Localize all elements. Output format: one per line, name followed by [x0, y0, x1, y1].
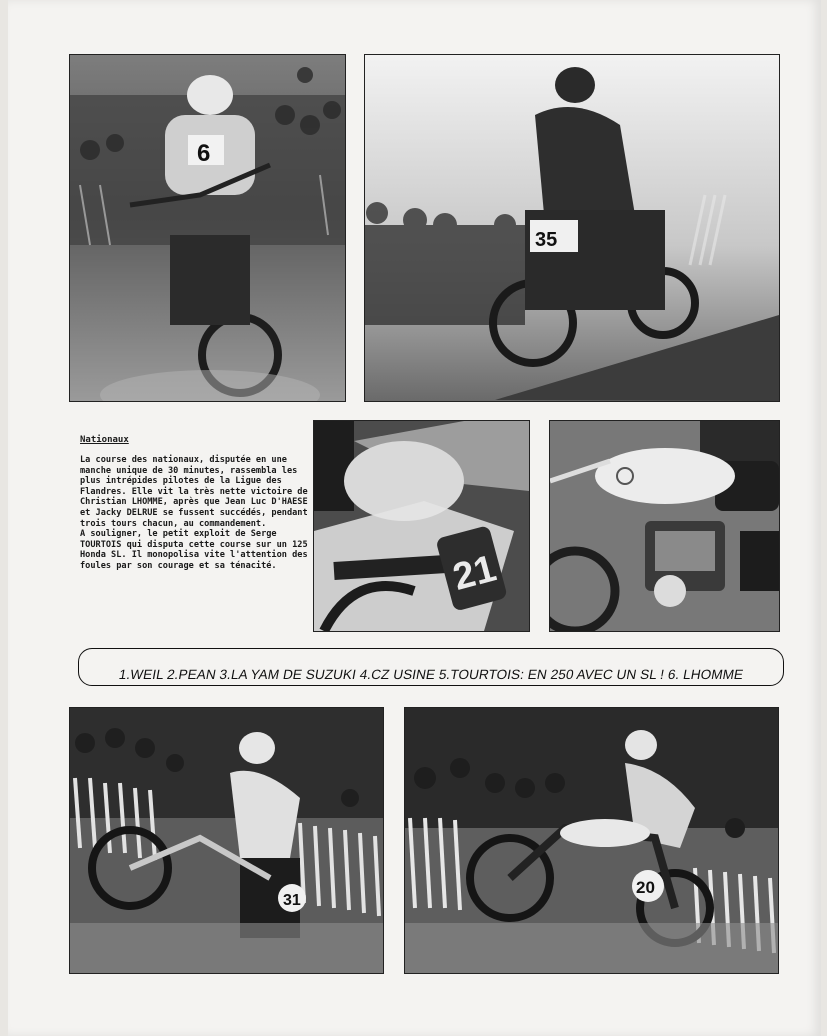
photo-engine-closeup — [549, 420, 780, 632]
article-paragraph-1: La course des nationaux, disputée en une manche unique de 30 minutes, rassembla les plus intrépides pilotes de la Ligue des Flandres. Elle vit la très nette victoire de Christian LHOMME, après que Jean Luc D'HAESE et Jacky DELRUE se fussent succédés, pendant trois tours chacun, au commandement. — [80, 455, 308, 529]
article-nationaux — [80, 435, 312, 572]
photo-bike-21-closeup — [313, 420, 530, 632]
number-plate-20: 20 — [636, 878, 655, 897]
photo-rider-6 — [69, 54, 346, 402]
number-plate-21: 21 — [448, 547, 501, 599]
magazine-page — [8, 0, 821, 1036]
results-text: 1.WEIL 2.PEAN 3.LA YAM DE SUZUKI 4.CZ USINE 5.TOURTOIS: EN 250 AVEC UN SL ! 6. LHOMME — [117, 667, 745, 682]
photo-rider-31 — [69, 707, 384, 974]
photo-rider-35 — [364, 54, 780, 402]
photo-rider-20 — [404, 707, 779, 974]
number-plate-6: 6 — [197, 140, 211, 167]
article-heading: Nationaux — [80, 435, 129, 445]
article-paragraph-2: A souligner, le petit exploit de Serge TOURTOIS qui disputa cette course sur un 125 Honda SL. Il monopolisa vite l'attention des foules par son courage et sa ténacité. — [80, 529, 308, 571]
results-ribbon — [78, 648, 784, 686]
number-plate-35: 35 — [535, 229, 558, 251]
number-plate-31: 31 — [283, 892, 301, 909]
